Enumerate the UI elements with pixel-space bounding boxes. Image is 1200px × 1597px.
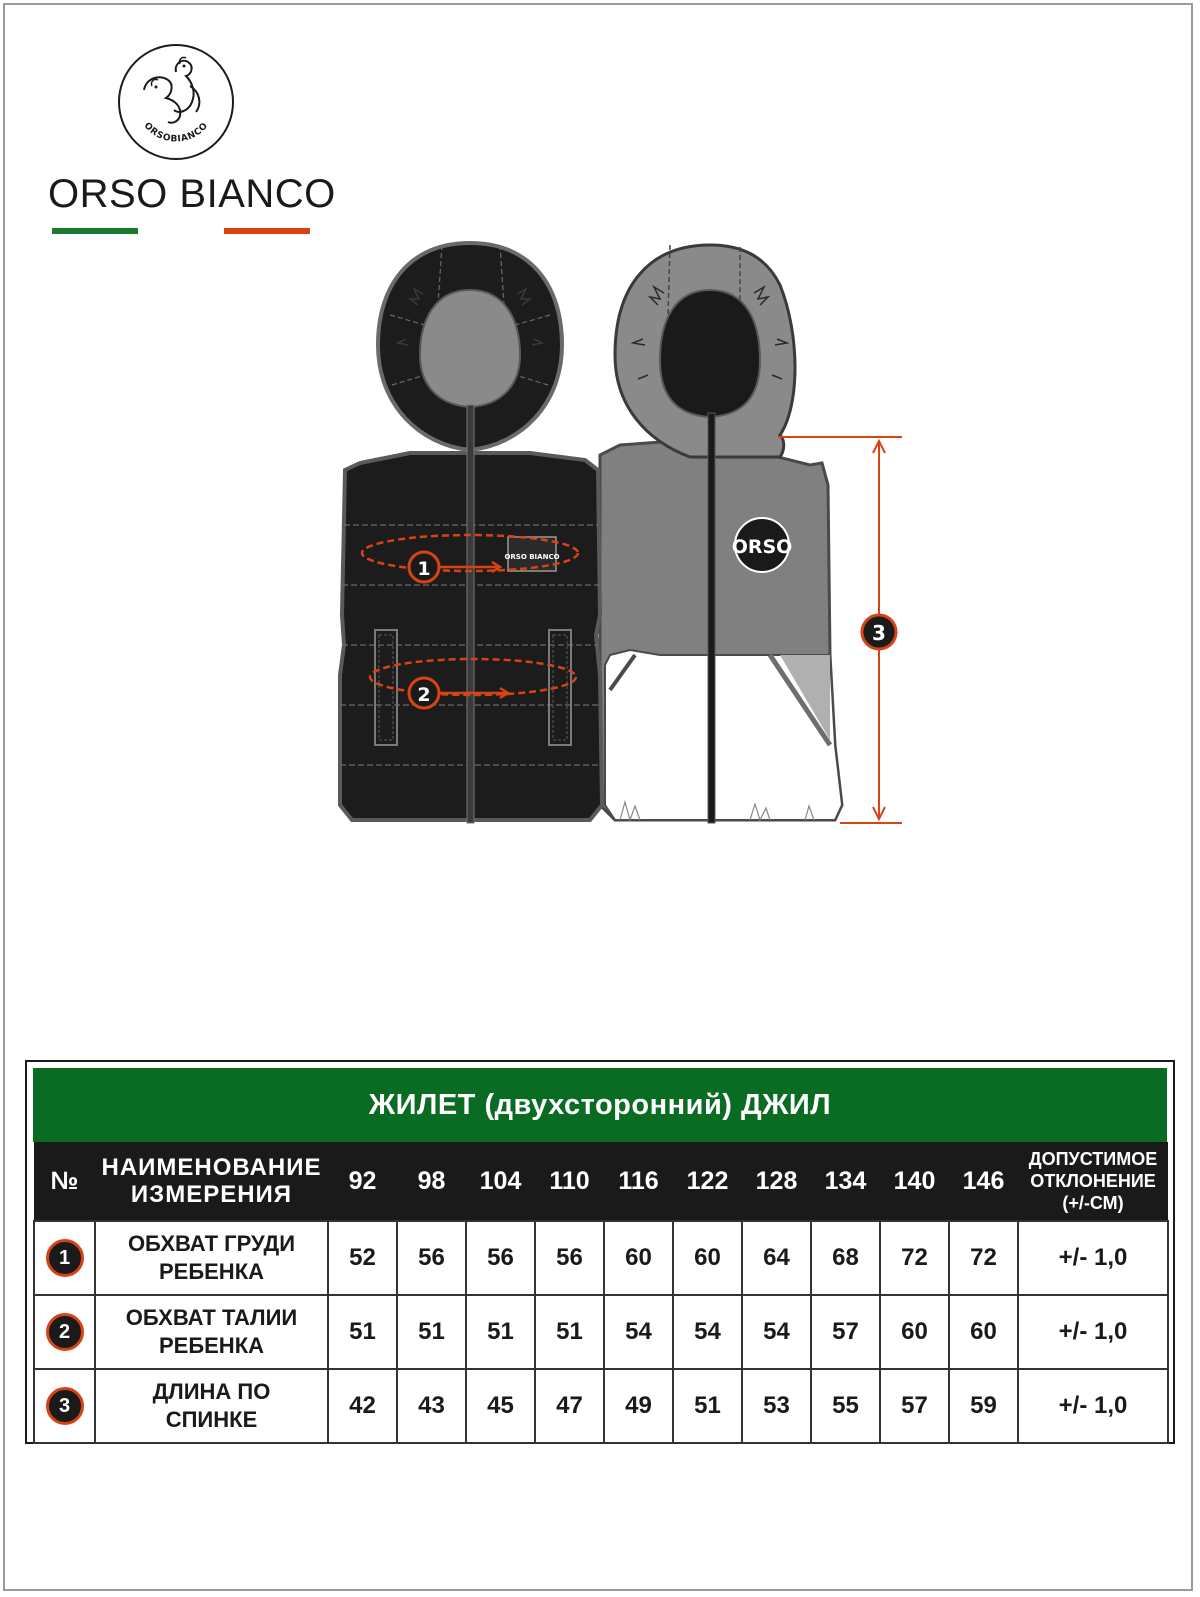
- row-num-cell: [34, 1369, 95, 1443]
- tolerance-cell: +/- 1,0: [1018, 1221, 1168, 1295]
- header-size: 140: [880, 1142, 949, 1221]
- value-cell: 57: [811, 1295, 880, 1369]
- header-size: 128: [742, 1142, 811, 1221]
- row-name: [95, 1369, 328, 1443]
- value-cell: 51: [673, 1369, 742, 1443]
- vest-back-view: [600, 245, 842, 823]
- marker-3: 3: [872, 621, 886, 645]
- value-cell: 53: [742, 1369, 811, 1443]
- marker-2: 2: [417, 684, 431, 706]
- value-cell: 60: [949, 1295, 1018, 1369]
- value-cell: 51: [328, 1295, 397, 1369]
- value-cell: 60: [880, 1295, 949, 1369]
- row-num-badge: 1: [46, 1239, 84, 1277]
- value-cell: 51: [535, 1295, 604, 1369]
- header-tolerance-line2: ОТКЛОНЕНИЕ: [1030, 1171, 1156, 1191]
- value-cell: 45: [466, 1369, 535, 1443]
- value-cell: 43: [397, 1369, 466, 1443]
- value-cell: 52: [328, 1221, 397, 1295]
- red-stripe: [224, 228, 310, 234]
- bear-logo-icon: [116, 42, 236, 162]
- size-table: [33, 1142, 1169, 1444]
- header-size: 134: [811, 1142, 880, 1221]
- header-size: 98: [397, 1142, 466, 1221]
- row-name-line1: ОБХВАТ ГРУДИ: [127, 1231, 296, 1256]
- header-tolerance-line1: ДОПУСТИМОЕ: [1028, 1149, 1158, 1169]
- row-name: [95, 1295, 328, 1369]
- table-row: [34, 1221, 1168, 1295]
- value-cell: 54: [673, 1295, 742, 1369]
- header-name-line2: ИЗМЕРЕНИЯ: [130, 1181, 293, 1208]
- header-row: [34, 1142, 1168, 1221]
- row-num-badge: 2: [46, 1313, 84, 1351]
- value-cell: 59: [949, 1369, 1018, 1443]
- value-cell: 56: [397, 1221, 466, 1295]
- value-cell: 47: [535, 1369, 604, 1443]
- brand-name: ORSO BIANCO: [48, 172, 336, 216]
- row-num-badge: 3: [46, 1387, 84, 1425]
- value-cell: 64: [742, 1221, 811, 1295]
- vest-front-view: [340, 243, 602, 823]
- value-cell: 54: [604, 1295, 673, 1369]
- emblem-text: ORSOBIANCO: [141, 120, 211, 145]
- value-cell: 49: [604, 1369, 673, 1443]
- header-name-line1: НАИМЕНОВАНИЕ: [101, 1154, 322, 1181]
- header-size: 116: [604, 1142, 673, 1221]
- header-size: 104: [466, 1142, 535, 1221]
- row-num-cell: [34, 1221, 95, 1295]
- marker-1: 1: [417, 558, 431, 580]
- value-cell: 51: [397, 1295, 466, 1369]
- green-stripe: [52, 228, 138, 234]
- back-logo-text: ORSO: [731, 536, 793, 558]
- header-size: 122: [673, 1142, 742, 1221]
- header-name: [95, 1142, 328, 1221]
- header-size: 92: [328, 1142, 397, 1221]
- header-tolerance: [1018, 1142, 1168, 1221]
- value-cell: 54: [742, 1295, 811, 1369]
- header-size: 110: [535, 1142, 604, 1221]
- value-cell: 72: [880, 1221, 949, 1295]
- tolerance-cell: +/- 1,0: [1018, 1369, 1168, 1443]
- tolerance-cell: +/- 1,0: [1018, 1295, 1168, 1369]
- chest-patch-text: ORSO BIANCO: [504, 553, 560, 561]
- row-name-line2: РЕБЕНКА: [158, 1333, 265, 1358]
- value-cell: 55: [811, 1369, 880, 1443]
- value-cell: 68: [811, 1221, 880, 1295]
- value-cell: 56: [535, 1221, 604, 1295]
- value-cell: 56: [466, 1221, 535, 1295]
- row-name-line1: ОБХВАТ ТАЛИИ: [125, 1305, 298, 1330]
- value-cell: 60: [604, 1221, 673, 1295]
- vest-illustration: [330, 235, 930, 850]
- row-name: [95, 1221, 328, 1295]
- header-num: №: [34, 1142, 95, 1221]
- value-cell: 51: [466, 1295, 535, 1369]
- value-cell: 60: [673, 1221, 742, 1295]
- table-title: ЖИЛЕТ (двухсторонний) ДЖИЛ: [33, 1068, 1167, 1142]
- value-cell: 42: [328, 1369, 397, 1443]
- header-tolerance-line3: (+/-СМ): [1062, 1193, 1124, 1213]
- table-row: [34, 1295, 1168, 1369]
- row-num-cell: [34, 1295, 95, 1369]
- header-size: 146: [949, 1142, 1018, 1221]
- table-row: [34, 1369, 1168, 1443]
- row-name-line2: РЕБЕНКА: [158, 1259, 265, 1284]
- row-name-line1: ДЛИНА ПО СПИНКЕ: [152, 1379, 271, 1432]
- value-cell: 72: [949, 1221, 1018, 1295]
- value-cell: 57: [880, 1369, 949, 1443]
